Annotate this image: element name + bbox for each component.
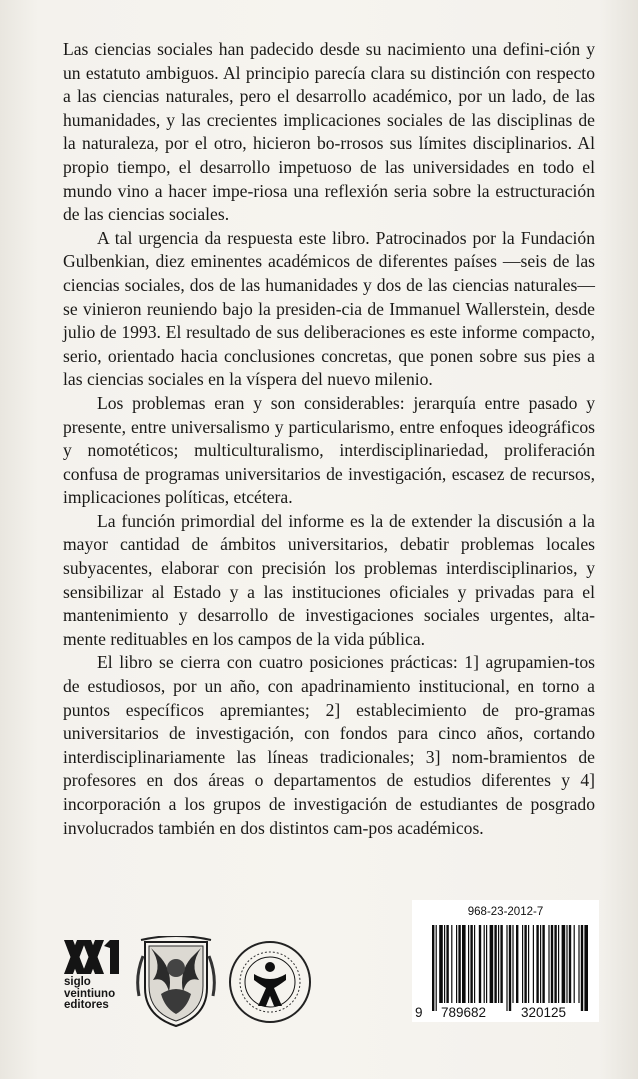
- barcode-block: [412, 900, 599, 1022]
- barcode-bar: [474, 925, 475, 1003]
- barcode-bar: [542, 925, 544, 1003]
- barcode-bar: [581, 925, 583, 1011]
- barcode-bar: [436, 925, 437, 1011]
- barcode-bar: [439, 925, 443, 1003]
- barcode-lead-digit: 9: [415, 1005, 423, 1020]
- barcode-bar: [490, 925, 494, 1003]
- barcode-bar: [462, 925, 466, 1003]
- barcode-bar: [479, 925, 481, 1003]
- barcode-icon: [420, 925, 592, 1011]
- institutional-seal-icon: [228, 940, 312, 1024]
- barcode-bar: [574, 925, 575, 1003]
- barcode-bar: [540, 925, 541, 1003]
- barcode-bar: [444, 925, 445, 1003]
- publisher-line-3: editores: [64, 999, 109, 1011]
- barcode-bar: [446, 925, 448, 1003]
- barcode-bar: [533, 925, 534, 1003]
- barcode-bar: [451, 925, 452, 1003]
- barcode-bar: [562, 925, 566, 1003]
- paragraph-3: Los problemas eran y son considerables: jerarquía entre pasado y presente, entre universalismo y particularismo, entre enfoques ideográficos y nomotéticos; multiculturalismo, interdisciplinariedad, proliferación confusa de programas universitarios de investigación, escasez de recursos, implicaciones políticas, etcétera.: [63, 392, 595, 508]
- blurb-text: [63, 38, 595, 840]
- siglo-xxi-logo: [64, 940, 130, 1020]
- paragraph-2: A tal urgencia da respuesta este libro. Patrocinados por la Fundación Gulbenkian, diez eminentes académicos de diferentes países —seis de las ciencias sociales, dos de las humanidades y dos de las ciencias naturales— se vinieron reuniendo bajo la presiden-cia de Immanuel Wallerstein, desde julio de 1993. El resultado de sus deliberaciones es este informe compacto, serio, orientado hacia conclusiones concretas, que ponen sobre sus pies a las ciencias sociales en la víspera del nuevo milenio.: [63, 227, 595, 390]
- barcode-bar: [500, 925, 502, 1003]
- xxi-mark-icon: [64, 940, 126, 974]
- barcode-bar: [494, 925, 496, 1003]
- barcode-group-1: 789682: [441, 1005, 487, 1020]
- barcode-bar: [468, 925, 469, 1003]
- barcode-bar: [551, 925, 553, 1003]
- barcode-bar: [516, 925, 518, 1003]
- barcode-bar: [458, 925, 460, 1003]
- barcode-bar: [484, 925, 485, 1003]
- barcode-bar: [566, 925, 567, 1003]
- barcode-bar: [509, 925, 511, 1011]
- barcode-bar: [536, 925, 538, 1003]
- paragraph-4: La función primordial del informe es la de extender la discusión a la mayor cantidad de ámbitos universitarios, debatir problemas locales subyacentes, elaborar con precisión los problemas interdisciplinarios, y sensibilizar al Estado y a las instituciones oficiales y privadas para el mantenimiento y desarrollo de investigaciones sociales urgentes, alta-mente redituables en los campos de la vida pública.: [63, 510, 595, 649]
- barcode-bar: [432, 925, 434, 1011]
- paragraph-1: Las ciencias sociales han padecido desde su nacimiento una defini-ción y un estatuto ambiguos. Al principio parecía clara su distinción con respecto a las ciencias naturales, pero el desarrollo académico, por un lado, de las humanidades, y las crecientes implicaciones sociales de las disciplinas de la naturaleza, por el otro, hicieron bo-rrosos sus límites disciplinarios. Al propio tiempo, el desarrollo impetuoso de las universidades en todo el mundo vino a hacer impe-riosa una reflexión seria sobre la estructuración de las ciencias sociales.: [63, 39, 595, 225]
- barcode-bar: [548, 925, 549, 1003]
- barcode-bar: [558, 925, 559, 1003]
- paragraph-5: El libro se cierra con cuatro posiciones prácticas: 1] agrupamien-tos de estudiosos, por un año, con apadrinamiento institucional, en torno a puntos específicos apremiantes; 2] establecimiento de pro-gramas universitarios de investigación, con fondos para cinco años, cortando interdisciplinariamente las líneas tradicionales; 3] nom-bramientos de profesores en dos áreas o departamentos de estudios diferentes y 4] incorporación a los grupos de investigación de estudiantes de posgrado involucrados también en dos distintos cam-pos académicos.: [63, 652, 595, 838]
- publisher-line-2: veintiuno: [64, 987, 116, 1000]
- barcode-bar: [584, 925, 588, 1011]
- barcode-bar: [528, 925, 529, 1003]
- unam-coat-of-arms-icon: [135, 936, 217, 1028]
- barcode-bar: [554, 925, 556, 1003]
- isbn-number: 968-23-2012-7: [467, 906, 544, 918]
- barcode-bar: [569, 925, 571, 1003]
- barcode-bar: [470, 925, 472, 1003]
- barcode-bar: [506, 925, 507, 1011]
- barcode-bar: [524, 925, 526, 1003]
- barcode-bar: [522, 925, 523, 1003]
- barcode-bar: [578, 925, 579, 1003]
- barcode-bar: [512, 925, 513, 1003]
- barcode-bar: [456, 925, 457, 1003]
- barcode-bar: [498, 925, 499, 1003]
- publisher-line-1: siglo: [64, 976, 91, 988]
- barcode-bar: [486, 925, 487, 1003]
- barcode-group-2: 320125: [521, 1005, 567, 1020]
